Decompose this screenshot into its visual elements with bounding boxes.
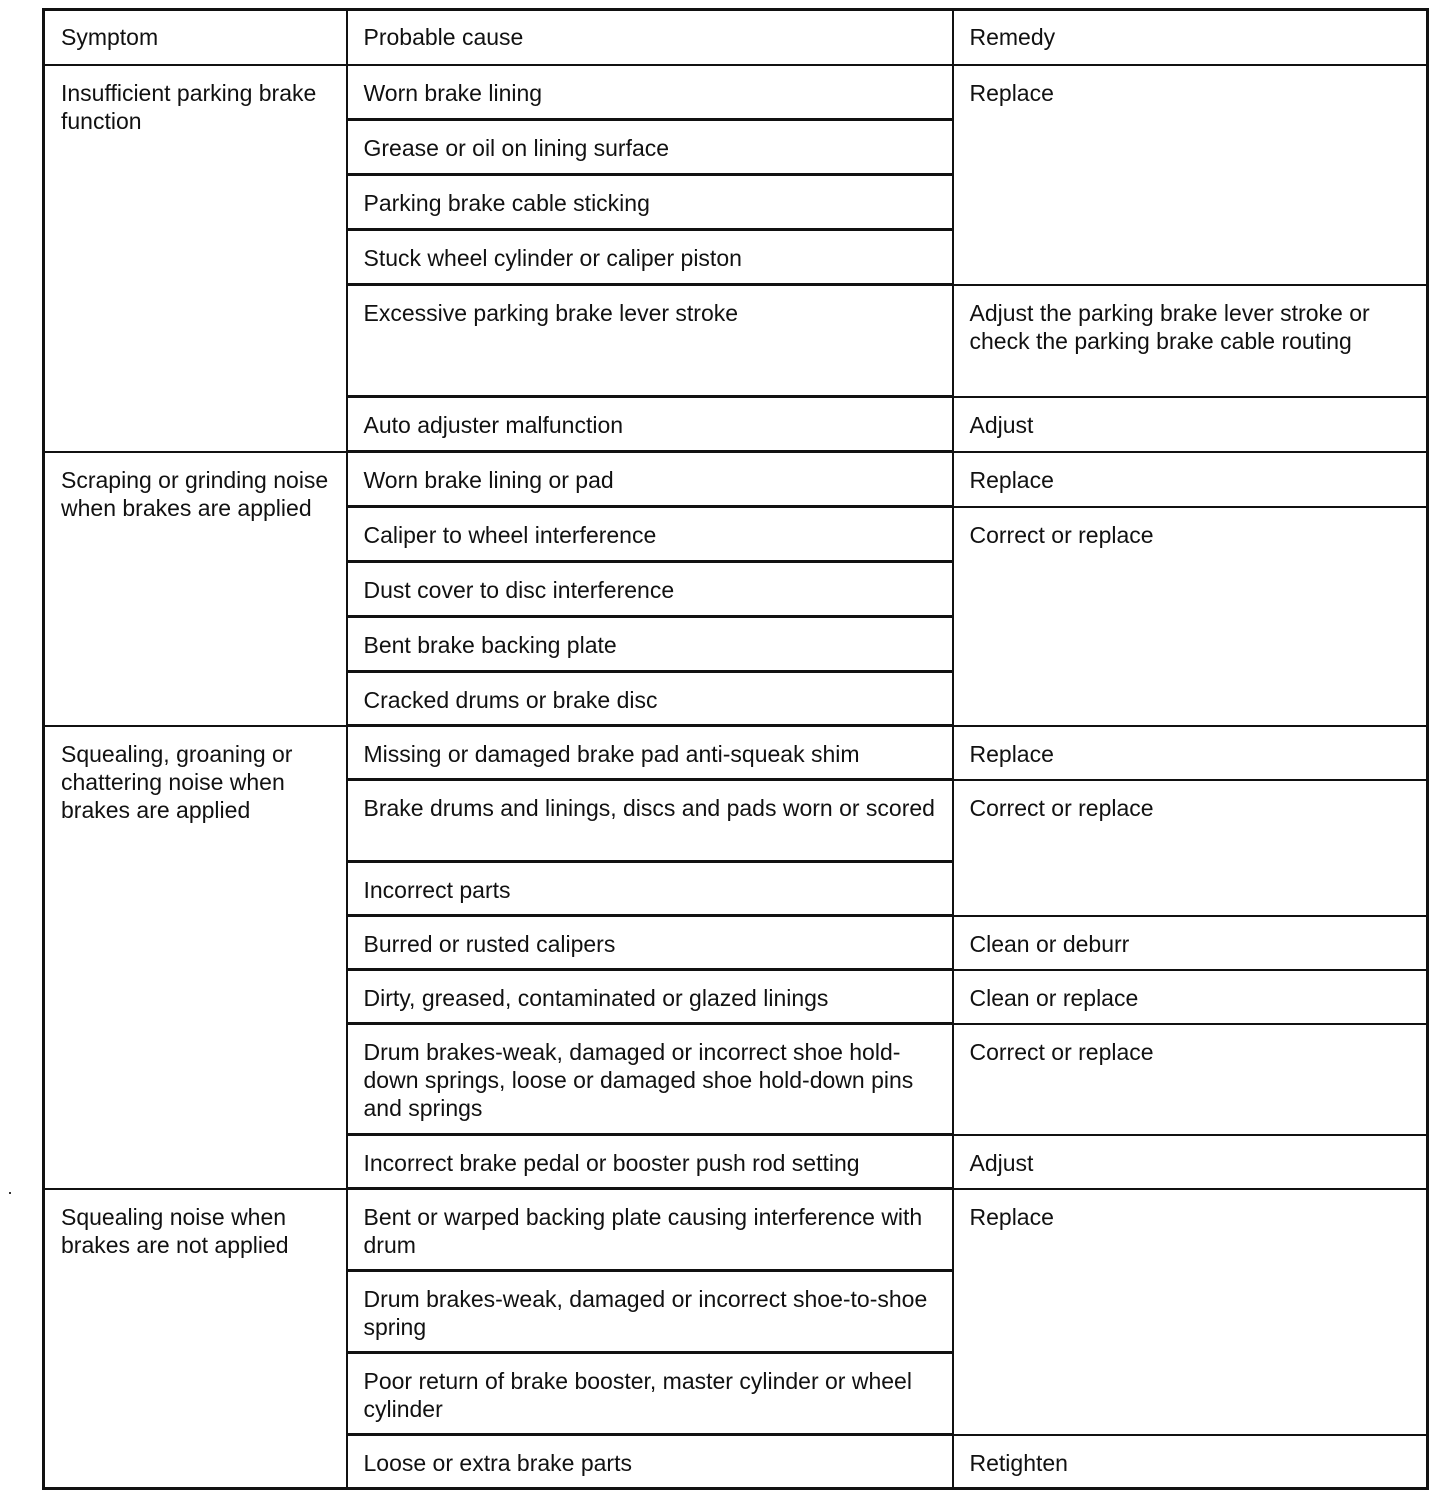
remedy-cell: Correct or replace (953, 780, 1428, 916)
cause-cell: Worn brake lining (347, 65, 953, 120)
header-symptom: Symptom (44, 10, 347, 65)
table-row (44, 65, 1428, 120)
cause-cell: Incorrect parts (347, 862, 953, 916)
cause-cell: Cracked drums or brake disc (347, 672, 953, 726)
cause-cell: Missing or damaged brake pad anti-squeak shim (347, 726, 953, 780)
cause-cell: Loose or extra brake parts (347, 1435, 953, 1489)
table-header (44, 10, 1428, 65)
cause-cell: Dirty, greased, contaminated or glazed linings (347, 970, 953, 1024)
header-row (44, 10, 1428, 65)
remedy-cell: Retighten (953, 1435, 1428, 1489)
remedy-cell: Adjust the parking brake lever stroke or check the parking brake cable routing (953, 285, 1428, 397)
symptom-cell: Scraping or grinding noise when brakes are applied (44, 452, 347, 726)
remedy-cell: Correct or replace (953, 1024, 1428, 1135)
cause-cell: Drum brakes-weak, damaged or incorrect shoe-to-shoe spring (347, 1271, 953, 1353)
symptom-cell: Insufficient parking brake function (44, 65, 347, 452)
cause-cell: Poor return of brake booster, master cylinder or wheel cylinder (347, 1353, 953, 1435)
header-remedy: Remedy (953, 10, 1428, 65)
cause-cell: Worn brake lining or pad (347, 452, 953, 507)
cause-cell: Dust cover to disc interference (347, 562, 953, 617)
remedy-cell: Correct or replace (953, 507, 1428, 726)
remedy-cell: Replace (953, 65, 1428, 285)
cause-cell: Grease or oil on lining surface (347, 120, 953, 175)
symptom-cell: Squealing noise when brakes are not applied (44, 1189, 347, 1489)
cause-cell: Burred or rusted calipers (347, 916, 953, 970)
cause-cell: Bent brake backing plate (347, 617, 953, 672)
remedy-cell: Clean or replace (953, 970, 1428, 1024)
cause-cell: Stuck wheel cylinder or caliper piston (347, 230, 953, 285)
remedy-cell: Adjust (953, 397, 1428, 452)
remedy-cell: Adjust (953, 1135, 1428, 1189)
remedy-cell: Replace (953, 726, 1428, 780)
symptom-cell: Squealing, groaning or chattering noise when brakes are applied (44, 726, 347, 1189)
table-row (44, 452, 1428, 507)
remedy-cell: Replace (953, 1189, 1428, 1435)
cause-cell: Auto adjuster malfunction (347, 397, 953, 452)
table-body (44, 65, 1428, 1489)
cause-cell: Incorrect brake pedal or booster push rod setting (347, 1135, 953, 1189)
cause-cell: Parking brake cable sticking (347, 175, 953, 230)
cause-cell: Bent or warped backing plate causing interference with drum (347, 1189, 953, 1271)
scan-speck (9, 1192, 11, 1194)
cause-cell: Drum brakes-weak, damaged or incorrect shoe hold-down springs, loose or damaged shoe hold-down pins and springs (347, 1024, 953, 1135)
table-row (44, 1189, 1428, 1271)
table-row (44, 726, 1428, 780)
header-cause: Probable cause (347, 10, 953, 65)
cause-cell: Brake drums and linings, discs and pads worn or scored (347, 780, 953, 862)
remedy-cell: Clean or deburr (953, 916, 1428, 970)
cause-cell: Caliper to wheel interference (347, 507, 953, 562)
cause-cell: Excessive parking brake lever stroke (347, 285, 953, 397)
troubleshooting-table (42, 8, 1429, 1490)
remedy-cell: Replace (953, 452, 1428, 507)
